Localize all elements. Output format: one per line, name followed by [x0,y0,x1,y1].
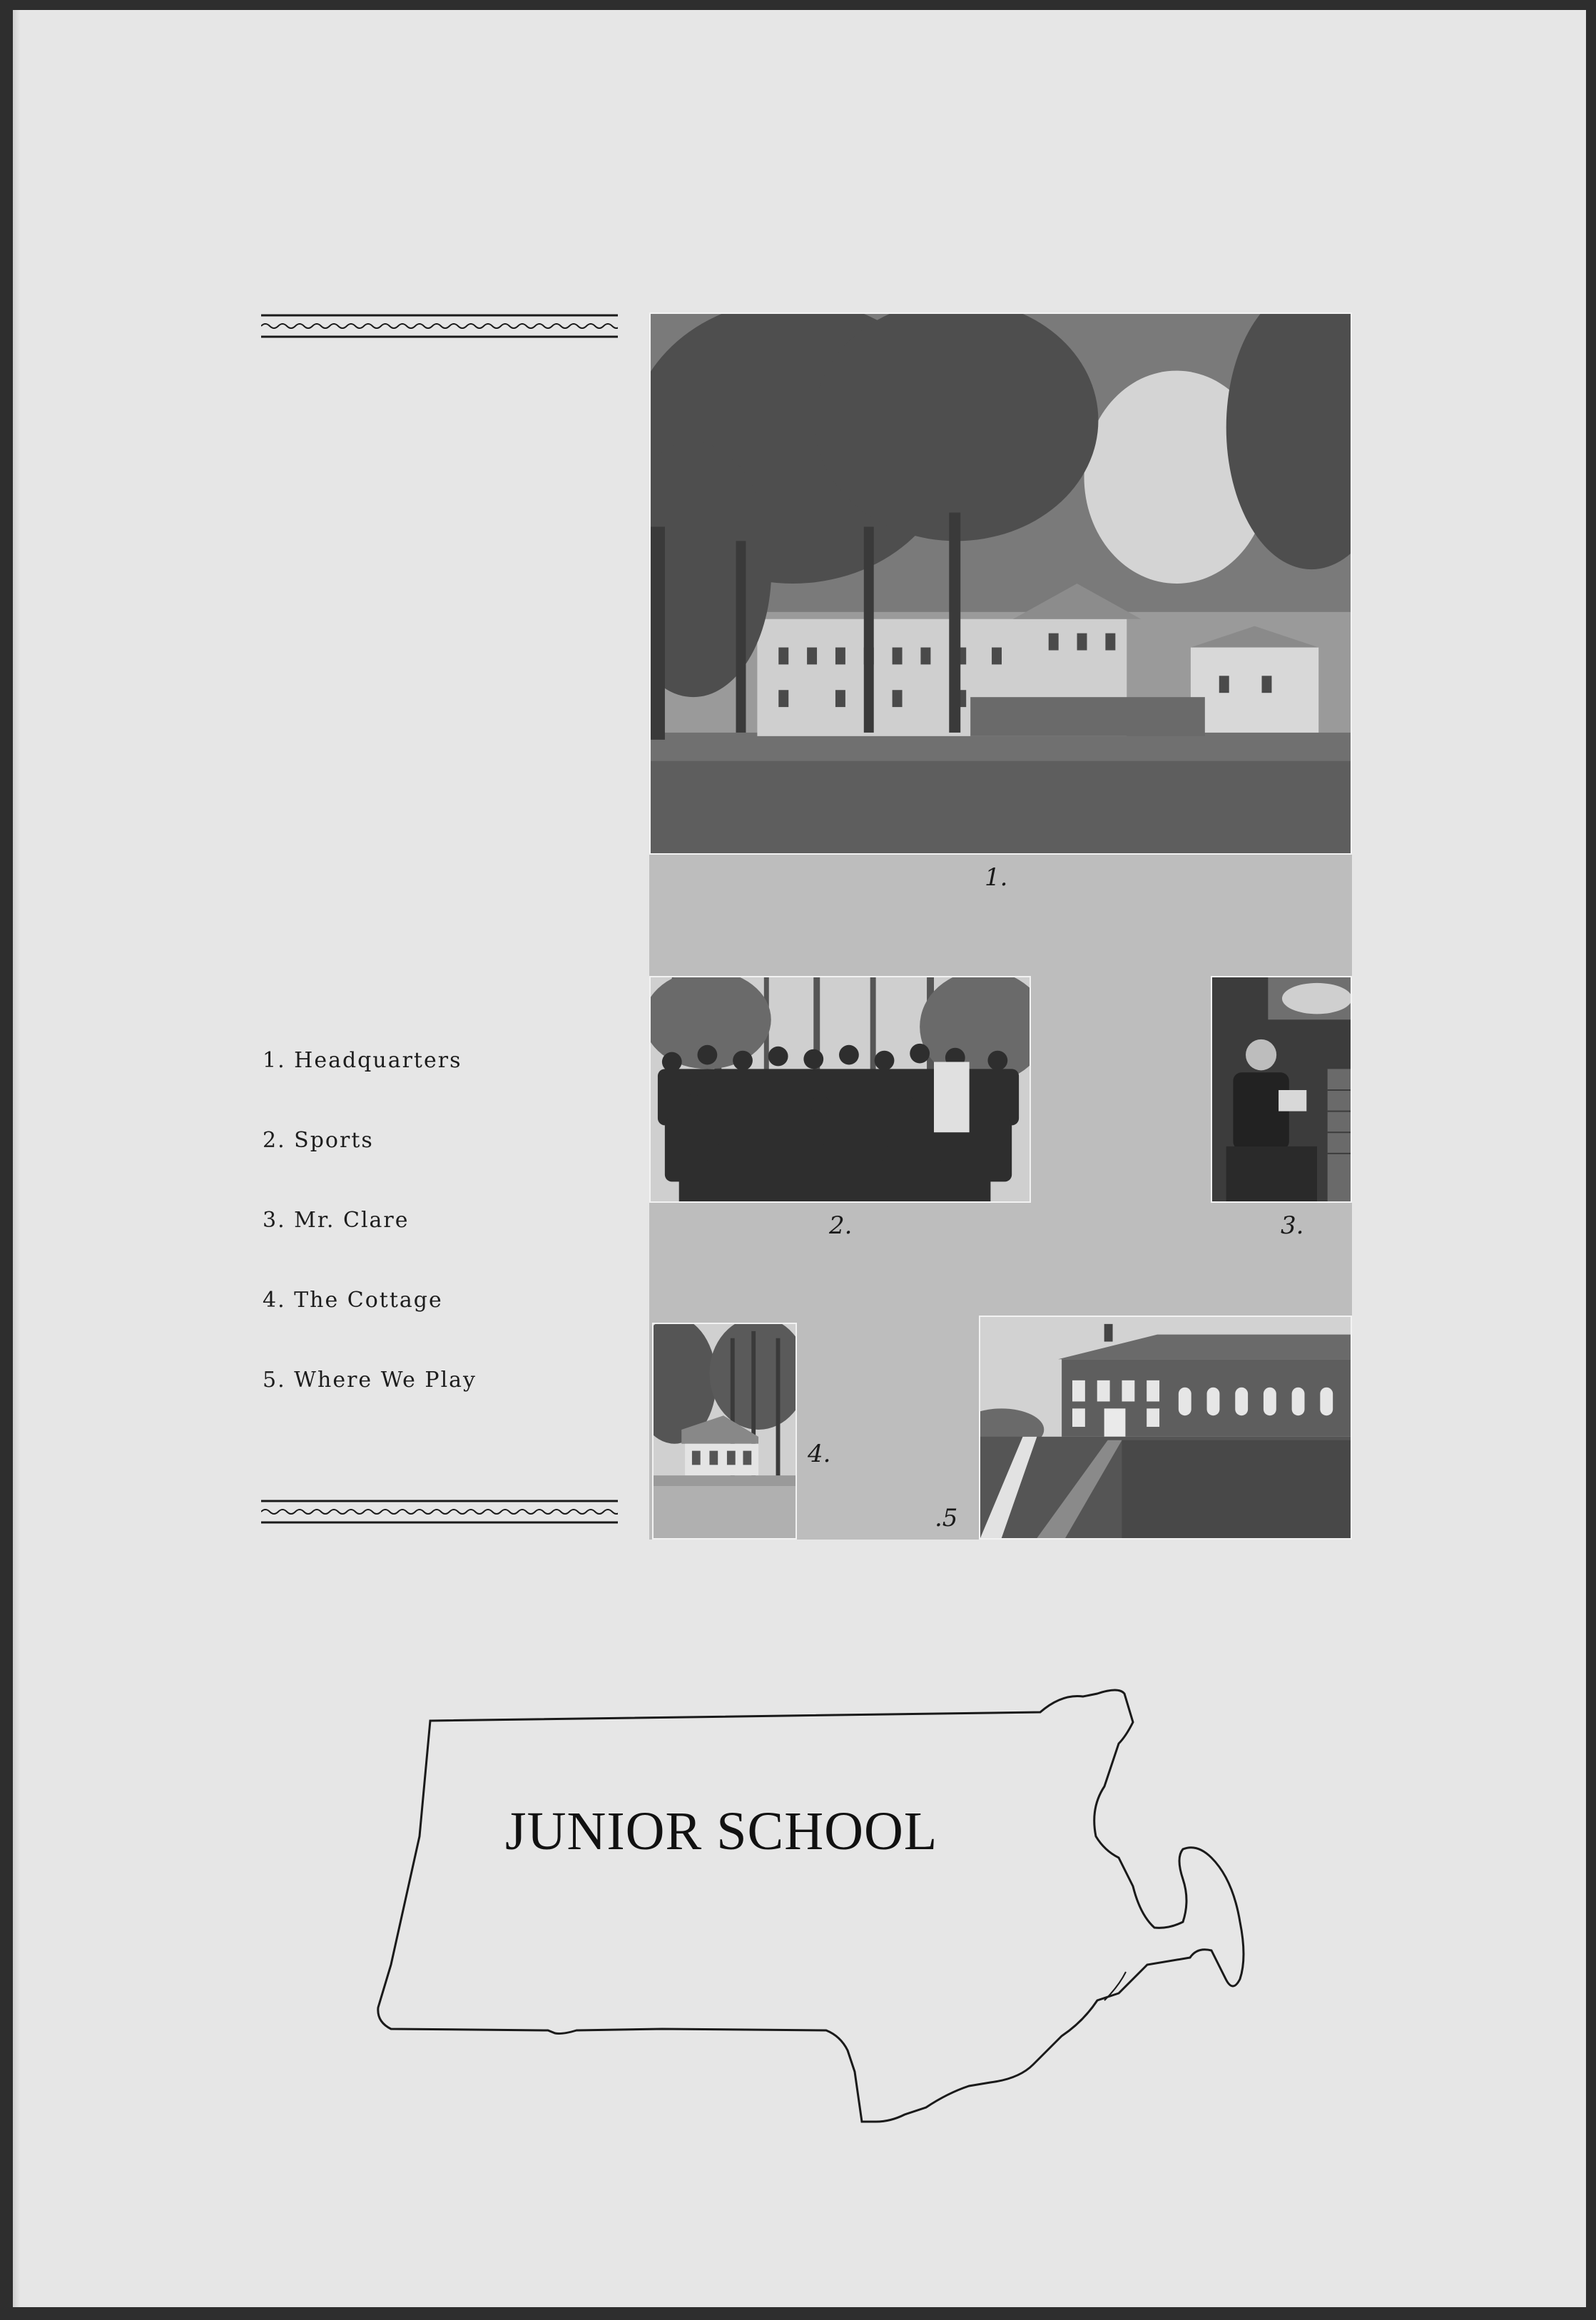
photo-panel [649,312,1352,1540]
caption-where-we-play: 5. Where We Play [263,1368,477,1393]
photo-number-1: 1. [985,863,1008,892]
photo-number-4: 4. [808,1440,831,1468]
map-title: JUNIOR SCHOOL [505,1801,938,1861]
decorative-rule-bottom [261,1498,618,1525]
photo-the-cottage [652,1323,797,1540]
photo-sports [649,976,1031,1203]
caption-the-cottage: 4. The Cottage [263,1288,443,1313]
photo-number-5: .5 [935,1504,958,1532]
page [13,10,1586,2307]
caption-headquarters: 1. Headquarters [263,1048,462,1073]
caption-list [263,1048,562,1448]
caption-sports: 2. Sports [263,1128,374,1153]
photo-mr-clare [1211,976,1352,1203]
photo-number-3: 3. [1281,1211,1304,1240]
photo-where-we-play [979,1316,1352,1540]
state-outline-map [362,1665,1261,2129]
caption-mr-clare: 3. Mr. Clare [263,1208,410,1233]
page-spine [13,10,20,2307]
photo-number-2: 2. [829,1211,853,1240]
photo-headquarters [649,312,1352,855]
decorative-rule-top [261,312,618,340]
